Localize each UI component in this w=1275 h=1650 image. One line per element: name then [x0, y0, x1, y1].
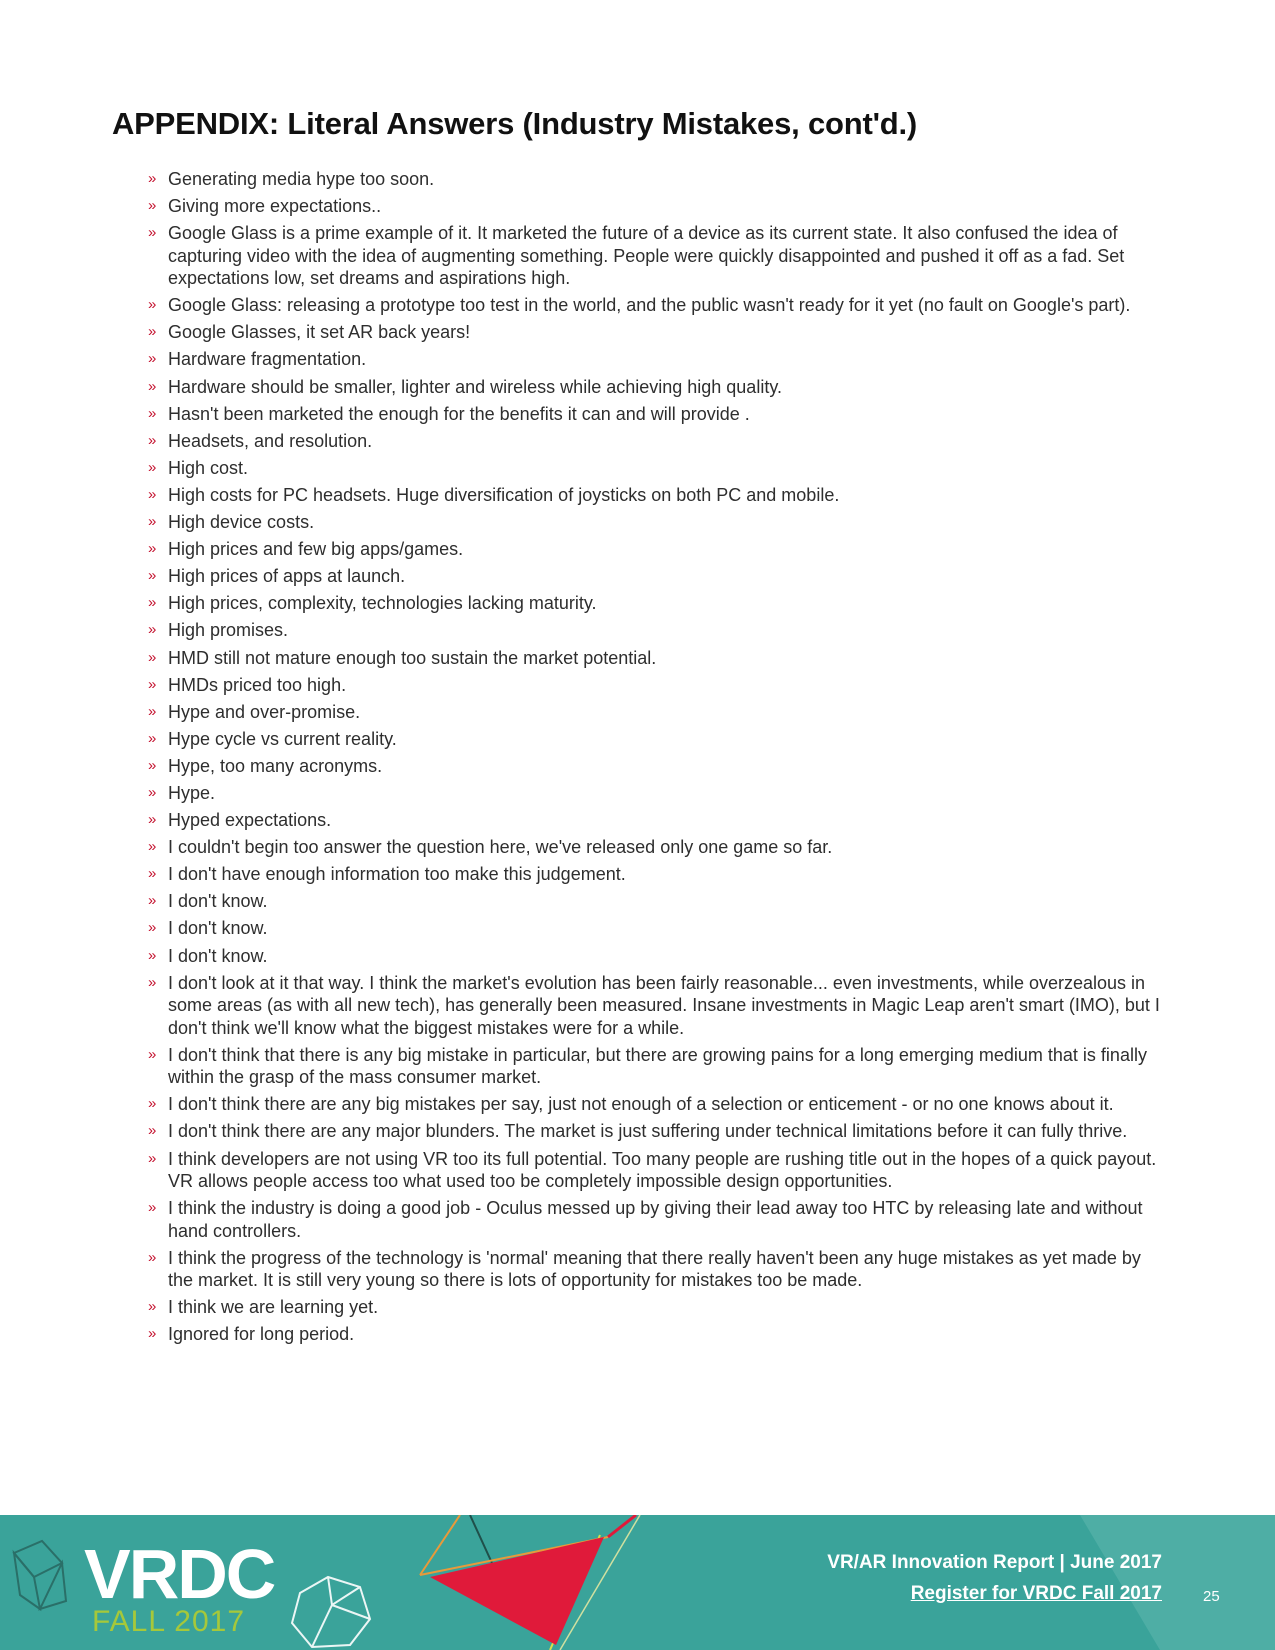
bullet-icon: »: [148, 594, 157, 612]
answer-item: [148, 484, 1168, 507]
bullet-icon: »: [148, 946, 157, 964]
answer-text: Hype.: [168, 782, 216, 803]
answer-text: Google Glass is a prime example of it. It marketed the future of a device as its current state. It also confused the idea of capturing video with the idea of augmenting something. People were quickly disappointed and pushed it off as a fad. Set expectations low, set dreams and aspirations high.: [168, 223, 1125, 289]
bullet-icon: »: [148, 323, 157, 341]
answer-text: Hype, too many acronyms.: [168, 755, 383, 776]
answer-item: [148, 809, 1168, 832]
answer-text: I couldn't begin too answer the question here, we've released only one game so far.: [168, 837, 833, 858]
answer-item: [148, 945, 1168, 968]
bullet-icon: »: [148, 567, 157, 585]
polyhedron-icon: [292, 1577, 370, 1647]
vrdc-logo: VRDC: [84, 1535, 275, 1613]
bullet-icon: »: [148, 350, 157, 368]
answer-text: I think the progress of the technology is 'normal' meaning that there really haven't been any huge mistakes as yet made by the market. It is still very young so there is lots of opportunity for mistakes too be made.: [168, 1247, 1141, 1291]
bullet-icon: »: [148, 296, 157, 314]
answer-text: I don't know.: [168, 891, 268, 912]
answer-item: [148, 376, 1168, 399]
answer-text: High prices, complexity, technologies lacking maturity.: [168, 593, 597, 614]
bullet-icon: »: [148, 513, 157, 531]
answer-item: [148, 565, 1168, 588]
answer-text: I don't have enough information too make this judgement.: [168, 864, 626, 885]
answers-list: [148, 168, 1168, 1350]
bullet-icon: »: [148, 1298, 157, 1316]
bullet-icon: »: [148, 224, 157, 242]
answer-item: [148, 1296, 1168, 1319]
bullet-icon: »: [148, 865, 157, 883]
vrdc-logo-subtitle: FALL 2017: [92, 1605, 246, 1638]
answer-text: I think we are learning yet.: [168, 1297, 379, 1318]
answer-item: [148, 836, 1168, 859]
answer-item: [148, 321, 1168, 344]
answer-item: [148, 647, 1168, 670]
answer-item: [148, 972, 1168, 1040]
answer-text: I don't think there are any big mistakes per say, just not enough of a selection or enticement - or no one knows about it.: [168, 1094, 1114, 1115]
answer-item: [148, 538, 1168, 561]
register-link[interactable]: Register for VRDC Fall 2017: [910, 1583, 1162, 1604]
answer-text: Google Glass: releasing a prototype too test in the world, and the public wasn't ready for it yet (no fault on Google's part).: [168, 295, 1131, 316]
answer-item: [148, 674, 1168, 697]
answer-item: [148, 348, 1168, 371]
page-title: APPENDIX: Literal Answers (Industry Mistakes, cont'd.): [112, 106, 918, 141]
answer-item: [148, 1120, 1168, 1143]
bullet-icon: »: [148, 675, 157, 693]
bullet-icon: »: [148, 1248, 157, 1266]
cube-icon: [14, 1541, 66, 1609]
answer-item: [148, 457, 1168, 480]
bullet-icon: »: [148, 1199, 157, 1217]
bullet-icon: »: [148, 702, 157, 720]
answer-item: [148, 1247, 1168, 1292]
answer-text: High prices of apps at launch.: [168, 566, 406, 587]
bullet-icon: »: [148, 621, 157, 639]
report-title: VR/AR Innovation Report | June 2017: [827, 1552, 1162, 1573]
answer-text: I don't look at it that way. I think the market's evolution has been fairly reasonable... even investments, while overzealous in some areas (as with all new tech), has generally been measured. Insane investments in Magic Leap aren't smart (IMO), but I don't think we'll know what the biggest mistakes were for a while.: [168, 972, 1160, 1038]
bullet-icon: »: [148, 1095, 157, 1113]
answer-text: Hardware fragmentation.: [168, 349, 367, 370]
answer-text: HMD still not mature enough too sustain the market potential.: [168, 647, 657, 668]
triangle-graphic: [420, 1515, 640, 1650]
bullet-icon: »: [148, 811, 157, 829]
answer-text: I don't know.: [168, 918, 268, 939]
answer-item: [148, 619, 1168, 642]
bullet-icon: »: [148, 756, 157, 774]
answer-item: [148, 222, 1168, 290]
answer-text: HMDs priced too high.: [168, 674, 347, 695]
answer-text: I think developers are not using VR too its full potential. Too many people are rushing title out in the hopes of a quick payout. VR allows people access too what used too be completely impossible design opportunities.: [168, 1148, 1157, 1191]
answer-text: Ignored for long period.: [168, 1324, 355, 1345]
bullet-icon: »: [148, 648, 157, 666]
answer-text: High device costs.: [168, 512, 315, 533]
bullet-icon: »: [148, 540, 157, 558]
answer-item: [148, 728, 1168, 751]
answer-text: I don't think that there is any big mistake in particular, but there are growing pains for a long emerging medium that is finally within the grasp of the mass consumer market.: [168, 1044, 1147, 1088]
answer-item: [148, 168, 1168, 191]
answer-item: [148, 430, 1168, 453]
answer-text: Hasn't been marketed the enough for the benefits it can and will provide .: [168, 403, 750, 424]
answer-text: Generating media hype too soon.: [168, 169, 435, 189]
bullet-icon: »: [148, 783, 157, 801]
answer-text: High cost.: [168, 457, 249, 478]
bullet-icon: »: [148, 431, 157, 449]
answer-text: Giving more expectations..: [168, 196, 382, 217]
answer-text: I don't know.: [168, 945, 268, 966]
answer-text: Hardware should be smaller, lighter and wireless while achieving high quality.: [168, 376, 782, 397]
answer-item: [148, 403, 1168, 426]
answer-item: [148, 592, 1168, 615]
answer-text: Google Glasses, it set AR back years!: [168, 322, 471, 343]
answer-item: [148, 294, 1168, 317]
bullet-icon: »: [148, 485, 157, 503]
answer-item: [148, 890, 1168, 913]
answer-item: [148, 1148, 1168, 1193]
answer-item: [148, 917, 1168, 940]
answer-item: [148, 863, 1168, 886]
bullet-icon: »: [148, 1325, 157, 1343]
answer-item: [148, 701, 1168, 724]
bullet-icon: »: [148, 170, 157, 187]
bullet-icon: »: [148, 892, 157, 910]
bullet-icon: »: [148, 377, 157, 395]
bullet-icon: »: [148, 1149, 157, 1167]
answer-item: [148, 1093, 1168, 1116]
bullet-icon: »: [148, 838, 157, 856]
page-number: 25: [1203, 1588, 1220, 1605]
answer-item: [148, 782, 1168, 805]
answer-item: [148, 511, 1168, 534]
answer-text: High promises.: [168, 620, 289, 641]
bullet-icon: »: [148, 919, 157, 937]
bullet-icon: »: [148, 729, 157, 747]
footer-banner: [0, 1515, 1275, 1650]
answer-item: [148, 1197, 1168, 1242]
answer-text: I think the industry is doing a good job - Oculus messed up by giving their lead away too HTC by releasing late and without hand controllers.: [168, 1198, 1143, 1241]
answer-text: Hype cycle vs current reality.: [168, 728, 397, 749]
bullet-icon: »: [148, 1122, 157, 1140]
answer-item: [148, 1044, 1168, 1089]
bullet-icon: »: [148, 973, 157, 991]
answer-text: Hyped expectations.: [168, 810, 332, 831]
answer-item: [148, 755, 1168, 778]
answer-text: High costs for PC headsets. Huge diversification of joysticks on both PC and mobile.: [168, 484, 840, 505]
answer-text: I don't think there are any major blunders. The market is just suffering under technical limitations before it can fully thrive.: [168, 1121, 1128, 1142]
answer-text: Hype and over-promise.: [168, 701, 361, 722]
answer-text: High prices and few big apps/games.: [168, 539, 464, 560]
bullet-icon: »: [148, 1045, 157, 1063]
answer-item: [148, 1323, 1168, 1346]
answer-item: [148, 195, 1168, 218]
answer-text: Headsets, and resolution.: [168, 430, 373, 451]
bullet-icon: »: [148, 197, 157, 215]
bullet-icon: »: [148, 458, 157, 476]
bullet-icon: »: [148, 404, 157, 422]
